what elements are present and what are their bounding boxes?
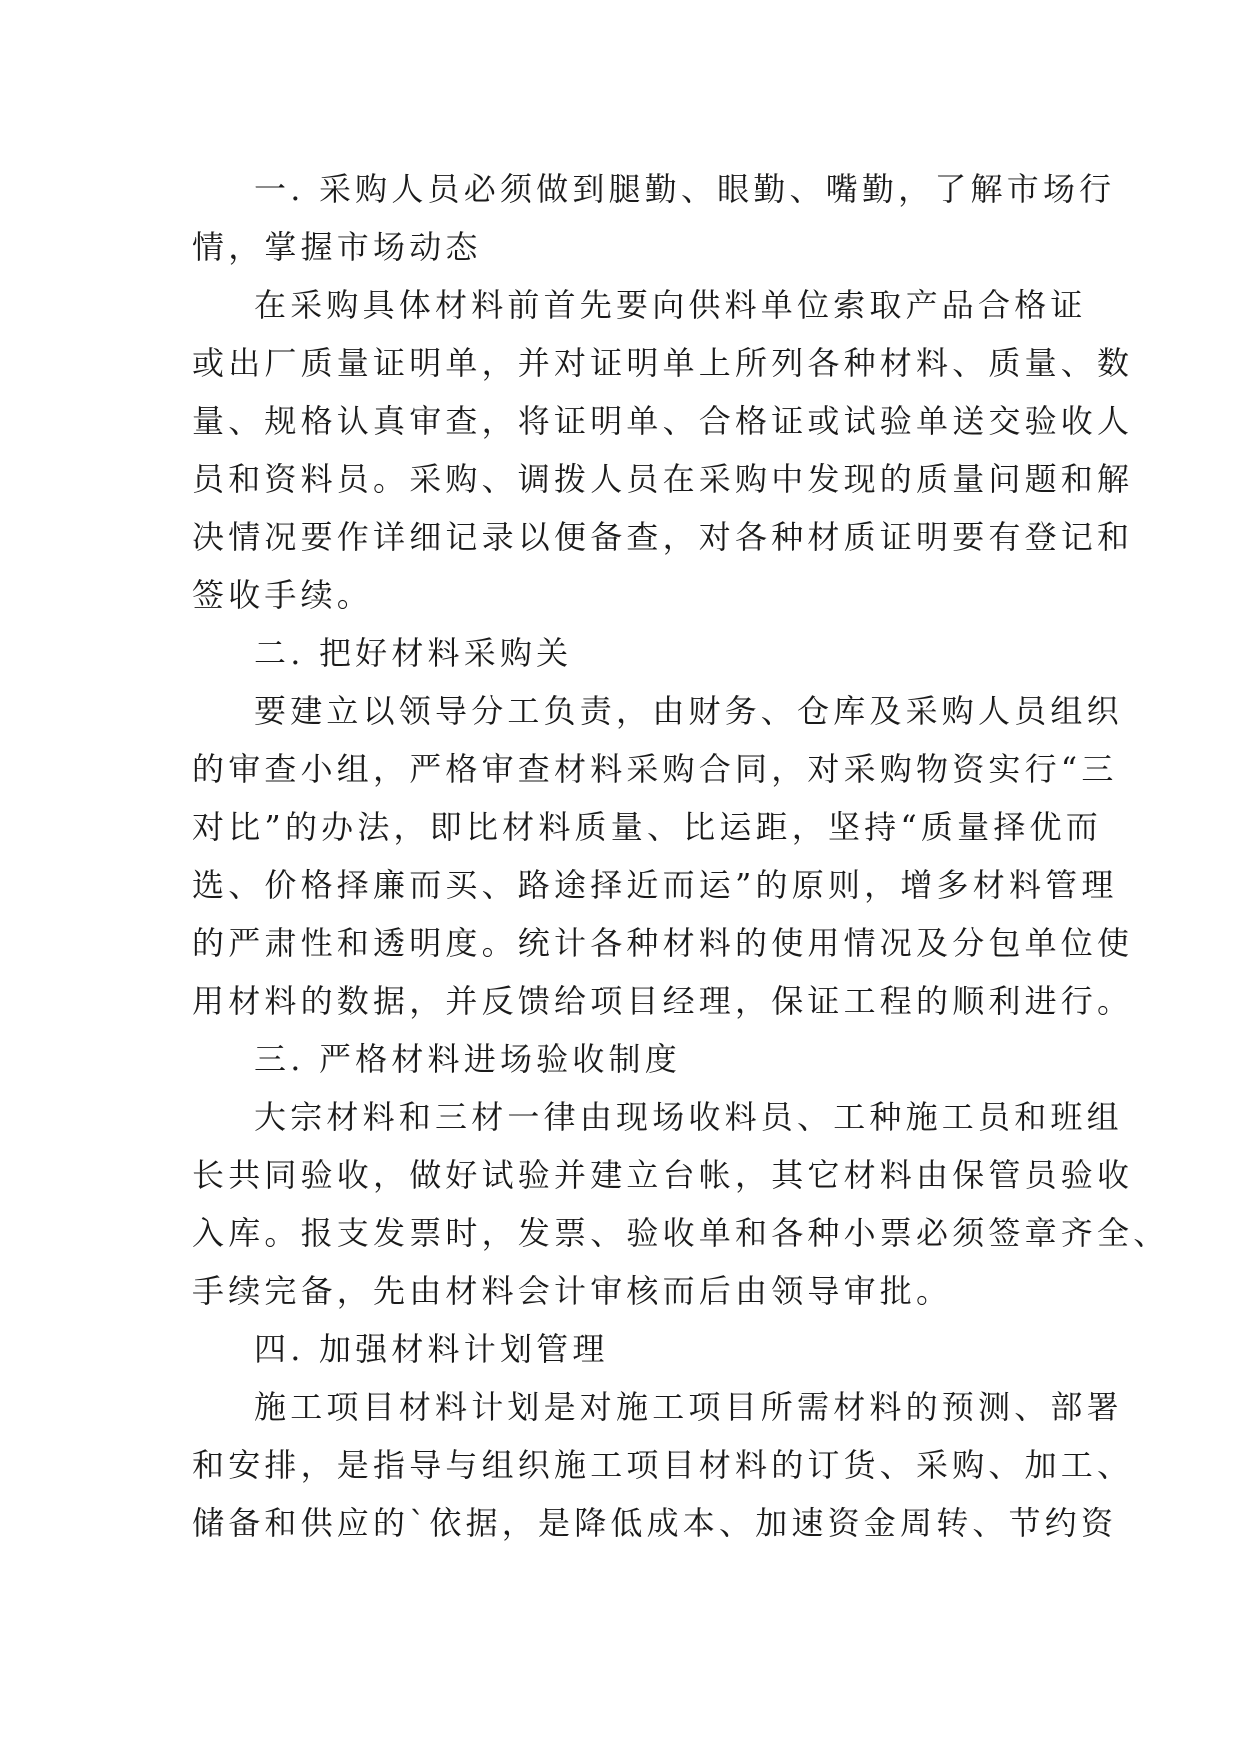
- text-line: 员和资料员。采购、调拨人员在采购中发现的质量问题和解: [192, 460, 1134, 498]
- text-line: 大宗材料和三材一律由现场收料员、工种施工员和班组: [254, 1098, 1123, 1136]
- text-line: 用材料的数据，并反馈给项目经理，保证工程的顺利进行。: [192, 982, 1134, 1020]
- text-line: 施工项目材料计划是对施工项目所需材料的预测、部署: [254, 1388, 1123, 1426]
- text-line: 一. 采购人员必须做到腿勤、眼勤、嘴勤，了解市场行: [254, 170, 1116, 208]
- text-line: 情，掌握市场动态: [192, 228, 482, 266]
- text-line: 储备和供应的`依据，是降低成本、加速资金周转、节约资: [192, 1504, 1118, 1542]
- section-heading: 二. 把好材料采购关: [254, 634, 573, 672]
- text-line: 长共同验收，做好试验并建立台帐，其它材料由保管员验收: [192, 1156, 1134, 1194]
- text-line: 选、价格择廉而买、路途择近而运”的原则，增多材料管理: [192, 866, 1118, 904]
- text-line: 的严肃性和透明度。统计各种材料的使用情况及分包单位使: [192, 924, 1134, 962]
- text-line: 的审查小组，严格审查材料采购合同，对采购物资实行“三: [192, 750, 1118, 788]
- text-line: 决情况要作详细记录以便备查，对各种材质证明要有登记和: [192, 518, 1134, 556]
- text-line: 在采购具体材料前首先要向供料单位索取产品合格证: [254, 286, 1087, 324]
- text-line: 或出厂质量证明单，并对证明单上所列各种材料、质量、数: [192, 344, 1134, 382]
- text-line: 签收手续。: [192, 576, 374, 614]
- document-body: [192, 160, 1170, 1552]
- text-line: 入库。报支发票时，发票、验收单和各种小票必须签章齐全、: [192, 1214, 1170, 1252]
- text-line: 手续完备，先由材料会计审核而后由领导审批。: [192, 1272, 953, 1310]
- text-line: 量、规格认真审查，将证明单、合格证或试验单送交验收人: [192, 402, 1134, 440]
- section-heading: 三. 严格材料进场验收制度: [254, 1040, 681, 1078]
- document-page: [192, 160, 1170, 1552]
- section-heading: 四. 加强材料计划管理: [254, 1330, 609, 1368]
- text-line: 对比”的办法，即比材料质量、比运距，坚持“质量择优而: [192, 808, 1102, 846]
- text-line: 要建立以领导分工负责，由财务、仓库及采购人员组织: [254, 692, 1123, 730]
- text-line: 和安排，是指导与组织施工项目材料的订货、采购、加工、: [192, 1446, 1134, 1484]
